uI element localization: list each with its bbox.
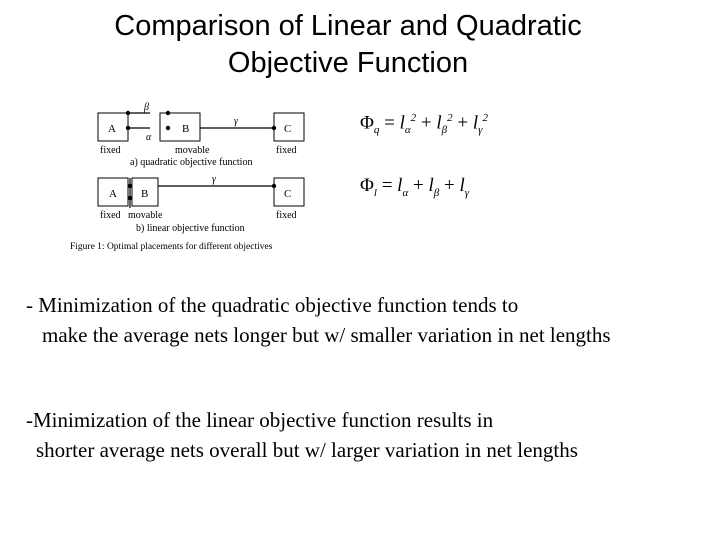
pin-ab-bottom — [128, 196, 132, 200]
linear-bullet-line-1: -Minimization of the linear objective function results in — [26, 408, 494, 432]
linear-formula: $\Phi_l = l_\alpha + l_\beta + l_\gamma$ — [360, 175, 470, 199]
cell-b-label-linear: B — [141, 188, 149, 200]
pin-a-alpha — [126, 126, 130, 130]
pin-a-beta — [126, 111, 130, 115]
cell-a-label: A — [108, 123, 116, 135]
quadratic-bullet-line-2: make the average nets longer but w/ smaller variation in net lengths — [42, 323, 611, 347]
pin-ab-top — [128, 184, 132, 188]
cell-c-label-linear: C — [284, 188, 292, 200]
cell-b-label: B — [182, 123, 190, 135]
pin-b-beta — [166, 111, 170, 115]
linear-placement-diagram — [98, 174, 304, 234]
net-beta-label: β — [144, 102, 149, 113]
title-line-1: Comparison of Linear and Quadratic — [114, 10, 582, 42]
linear-bullet-line-2: shorter average nets overall but w/ larger variation in net lengths — [36, 438, 578, 462]
cell-a-label-linear: A — [109, 188, 117, 200]
fixed-label-c: fixed — [276, 145, 297, 156]
pin-b-alpha — [166, 126, 170, 130]
pin-c-gamma — [272, 126, 276, 130]
cell-c-label: C — [284, 123, 292, 135]
quadratic-bullet — [26, 290, 611, 350]
fixed-label-a-linear: fixed — [100, 210, 121, 221]
quadratic-placement-diagram — [98, 102, 304, 168]
net-gamma-label: γ — [234, 116, 238, 127]
quadratic-bullet-line-1: - Minimization of the quadratic objective function tends to — [26, 293, 519, 317]
fixed-label-c-linear: fixed — [276, 210, 297, 221]
cell-b — [160, 113, 200, 141]
fixed-label-a: fixed — [100, 145, 121, 156]
net-alpha-label: α — [146, 132, 152, 143]
linear-caption: b) linear objective function — [136, 223, 245, 234]
movable-label-b-linear: movable — [128, 210, 163, 221]
title-line-2: Objective Function — [227, 47, 469, 79]
placement-figure — [60, 98, 360, 258]
figure-caption: Figure 1: Optimal placements for different objectives — [70, 242, 273, 252]
slide-title — [0, 8, 696, 82]
quadratic-caption: a) quadratic objective function — [130, 157, 253, 168]
quadratic-formula: $\Phi_q = l_\alpha^2 + l_\beta^2 + l_\gamma^2$ — [360, 112, 488, 137]
linear-bullet — [26, 405, 578, 465]
pin-c-gamma-linear — [272, 184, 276, 188]
movable-label-b: movable — [175, 145, 210, 156]
net-gamma-label-linear: γ — [212, 174, 216, 185]
